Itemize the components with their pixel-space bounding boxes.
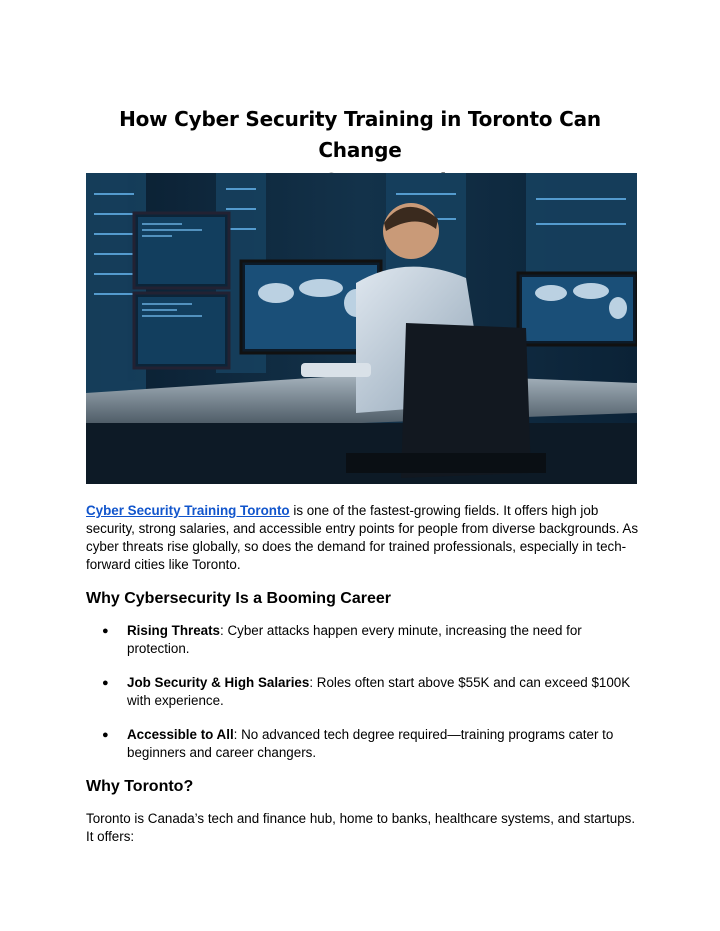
bullet-icon: ● — [102, 625, 109, 637]
list-item-bold: Rising Threats — [127, 623, 221, 638]
list-item — [86, 674, 642, 710]
list-item — [86, 622, 642, 658]
title-line-1: How Cyber Security Training in Toronto Can Change — [119, 107, 601, 162]
bullet-icon: ● — [102, 729, 109, 741]
list-item-text: : Roles often start above $55K and can exceed $100K with experience. — [127, 675, 631, 708]
list-item-bold: Job Security & High Salaries — [127, 675, 310, 690]
list-item — [86, 726, 642, 762]
hero-image — [86, 173, 637, 484]
intro-text: is one of the fastest-growing fields. It offers high job security, strong salaries, and accessible entry points for people from diverse backgrounds. As cyber threats rise globally, so does the demand for trained professionals, especially in tech-forward cities like Toronto. — [86, 503, 639, 572]
section-heading-why-toronto: Why Toronto? — [86, 778, 194, 795]
list-item-text: : Cyber attacks happen every minute, increasing the need for protection. — [127, 623, 582, 656]
section-heading-booming-career: Why Cybersecurity Is a Booming Career — [86, 590, 391, 607]
server-room-illustration — [86, 173, 637, 484]
list-item-text: : No advanced tech degree required—training programs cater to beginners and career changers. — [127, 727, 614, 760]
list-item-bold: Accessible to All — [127, 727, 234, 742]
benefits-list — [86, 622, 642, 778]
cyber-security-training-toronto-link[interactable]: Cyber Security Training Toronto — [86, 503, 290, 518]
bullet-icon: ● — [102, 677, 109, 689]
toronto-paragraph: Toronto is Canada’s tech and finance hub, home to banks, healthcare systems, and startups. It offers: — [86, 811, 636, 844]
intro-paragraph — [86, 502, 642, 574]
